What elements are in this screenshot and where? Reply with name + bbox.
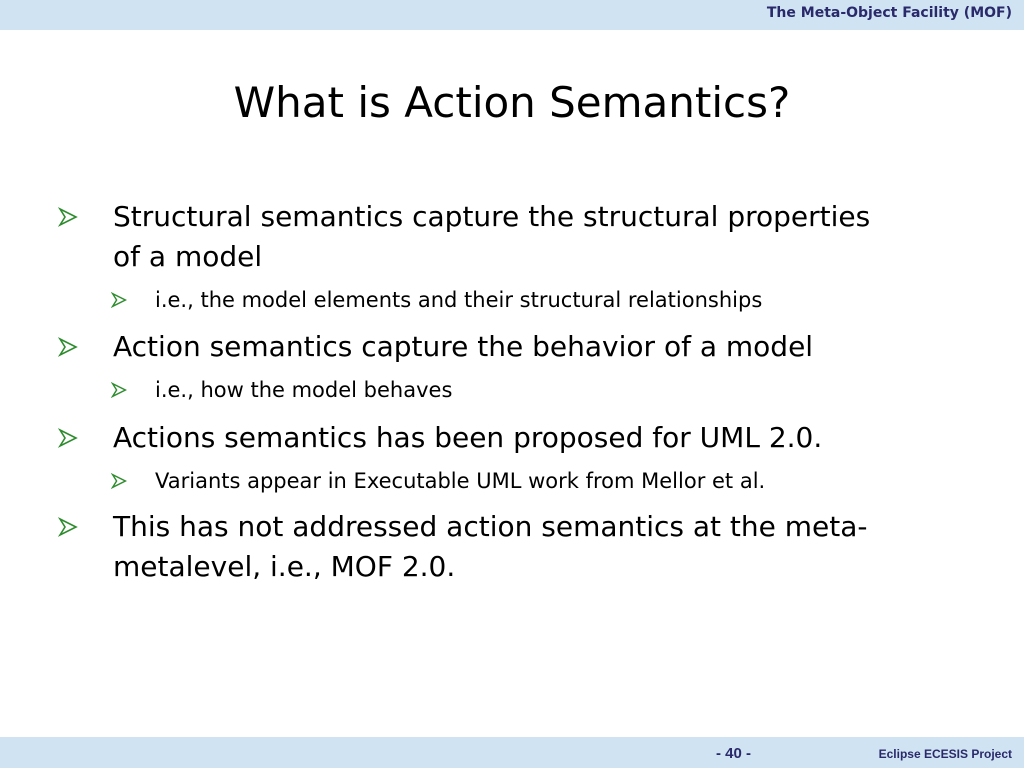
arrowhead-bullet-icon [58, 517, 78, 537]
sub-bullet-text: i.e., the model elements and their structural relationships [155, 288, 763, 312]
arrowhead-bullet-icon [111, 382, 127, 398]
bullet-item [113, 418, 893, 458]
sub-bullet-item [155, 375, 975, 405]
slide-title: What is Action Semantics? [233, 78, 791, 127]
footer-bar [0, 737, 1024, 768]
bullet-text: Structural semantics capture the structural properties of a model [113, 200, 871, 273]
sub-bullet-item [155, 285, 975, 315]
bullet-text: Actions semantics has been proposed for UML 2.0. [113, 421, 823, 454]
arrowhead-bullet-icon [111, 292, 127, 308]
bullet-text: Action semantics capture the behavior of a model [113, 330, 814, 363]
bullet-text: This has not addressed action semantics at the meta-metalevel, i.e., MOF 2.0. [113, 510, 868, 583]
sub-bullet-text: Variants appear in Executable UML work from Mellor et al. [155, 469, 766, 493]
page-number: - 40 - [716, 745, 752, 762]
arrowhead-bullet-icon [58, 337, 78, 357]
bullet-item [113, 327, 893, 367]
bullet-item [113, 197, 893, 277]
header-bar [0, 0, 1024, 30]
arrowhead-bullet-icon [58, 428, 78, 448]
footer-project-name: Eclipse ECESIS Project [878, 747, 1012, 761]
arrowhead-bullet-icon [58, 207, 78, 227]
sub-bullet-item [155, 466, 975, 496]
arrowhead-bullet-icon [111, 473, 127, 489]
header-title: The Meta-Object Facility (MOF) [766, 5, 1012, 21]
bullet-item [113, 507, 893, 587]
sub-bullet-text: i.e., how the model behaves [155, 378, 453, 402]
